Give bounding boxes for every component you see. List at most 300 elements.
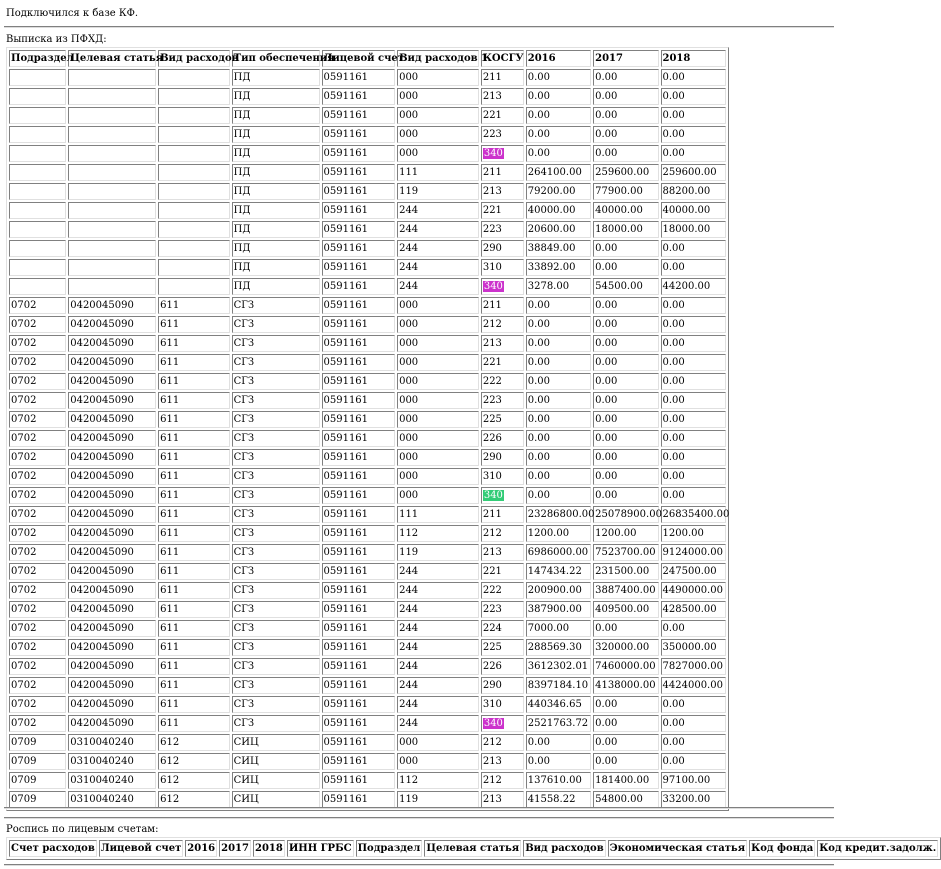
table-cell[interactable]: ПД xyxy=(232,145,320,162)
table-cell[interactable]: 000 xyxy=(397,145,479,162)
table-cell[interactable]: 0591161 xyxy=(322,696,396,713)
table-cell[interactable]: 0.00 xyxy=(593,145,658,162)
table-cell[interactable]: 211 xyxy=(481,69,524,86)
table-cell[interactable]: 1200.00 xyxy=(526,525,591,542)
table-cell[interactable]: 000 xyxy=(397,468,479,485)
table-cell[interactable]: 0.00 xyxy=(593,411,658,428)
table-cell[interactable]: 119 xyxy=(397,544,479,561)
table-cell[interactable]: СГЗ xyxy=(232,506,320,523)
table-cell[interactable]: 38849.00 xyxy=(526,240,591,257)
table-cell[interactable]: 1200.00 xyxy=(593,525,658,542)
table-cell[interactable]: 0.00 xyxy=(593,696,658,713)
table-cell[interactable]: СГЗ xyxy=(232,525,320,542)
table-cell[interactable]: 611 xyxy=(158,544,230,561)
table-row[interactable] xyxy=(9,753,726,770)
table-cell[interactable]: 290 xyxy=(481,240,524,257)
table-cell[interactable]: 213 xyxy=(481,753,524,770)
table-cell[interactable]: 0420045090 xyxy=(68,487,156,504)
table-cell[interactable] xyxy=(68,259,156,276)
table-cell[interactable]: 213 xyxy=(481,791,524,808)
table-cell[interactable] xyxy=(9,259,66,276)
table-cell[interactable]: 3887400.00 xyxy=(593,582,658,599)
table-cell[interactable]: 0591161 xyxy=(322,373,396,390)
table-cell[interactable]: 0.00 xyxy=(526,449,591,466)
table-cell[interactable] xyxy=(9,202,66,219)
table-row[interactable] xyxy=(9,715,726,732)
table-row[interactable] xyxy=(9,620,726,637)
table-cell[interactable]: 0420045090 xyxy=(68,411,156,428)
table-cell[interactable] xyxy=(68,240,156,257)
table-cell[interactable] xyxy=(158,126,230,143)
table-cell[interactable] xyxy=(158,164,230,181)
table-cell[interactable]: 0591161 xyxy=(322,582,396,599)
table-cell[interactable] xyxy=(9,107,66,124)
table-cell[interactable]: 222 xyxy=(481,582,524,599)
table-cell[interactable]: 0420045090 xyxy=(68,449,156,466)
table-cell[interactable]: 112 xyxy=(397,525,479,542)
table-cell[interactable]: 0702 xyxy=(9,601,66,618)
table-cell[interactable]: 244 xyxy=(397,677,479,694)
table-cell[interactable]: 244 xyxy=(397,202,479,219)
table-cell[interactable]: 290 xyxy=(481,677,524,694)
table-cell[interactable]: 0.00 xyxy=(661,715,726,732)
table-cell[interactable]: 244 xyxy=(397,563,479,580)
table-cell[interactable]: 0420045090 xyxy=(68,563,156,580)
table-cell[interactable]: 0591161 xyxy=(322,639,396,656)
table-cell[interactable]: 181400.00 xyxy=(593,772,658,789)
table-cell[interactable]: 223 xyxy=(481,601,524,618)
table-cell[interactable]: 0.00 xyxy=(593,430,658,447)
table-cell[interactable]: 0.00 xyxy=(593,392,658,409)
table-cell[interactable]: 119 xyxy=(397,791,479,808)
table-cell[interactable]: 000 xyxy=(397,753,479,770)
table-cell[interactable]: 0.00 xyxy=(661,449,726,466)
table-cell[interactable]: 0.00 xyxy=(526,373,591,390)
table-cell[interactable]: 222 xyxy=(481,373,524,390)
table-cell[interactable] xyxy=(68,278,156,295)
table-cell[interactable]: 0702 xyxy=(9,696,66,713)
table-cell[interactable]: СГЗ xyxy=(232,620,320,637)
table-cell[interactable]: 8397184.10 xyxy=(526,677,591,694)
table-cell[interactable]: 0.00 xyxy=(593,487,658,504)
table-cell[interactable]: 0591161 xyxy=(322,620,396,637)
table-cell[interactable]: 611 xyxy=(158,392,230,409)
table-row[interactable] xyxy=(9,525,726,542)
table-cell[interactable]: 0591161 xyxy=(322,487,396,504)
table-cell[interactable]: 0.00 xyxy=(593,449,658,466)
table-cell[interactable]: 0591161 xyxy=(322,544,396,561)
table-cell[interactable]: 40000.00 xyxy=(593,202,658,219)
table-cell[interactable]: 0591161 xyxy=(322,183,396,200)
table-cell[interactable]: 0591161 xyxy=(322,69,396,86)
table-cell[interactable]: 226 xyxy=(481,430,524,447)
table-cell[interactable] xyxy=(9,88,66,105)
table-cell[interactable]: 611 xyxy=(158,297,230,314)
table-cell[interactable]: 3612302.01 xyxy=(526,658,591,675)
table-cell[interactable]: 0591161 xyxy=(322,715,396,732)
table-cell[interactable]: 0.00 xyxy=(526,145,591,162)
table-cell[interactable]: 611 xyxy=(158,411,230,428)
table-cell[interactable]: 0310040240 xyxy=(68,772,156,789)
table-cell[interactable]: 244 xyxy=(397,639,479,656)
table-cell[interactable]: 33892.00 xyxy=(526,259,591,276)
table-row[interactable] xyxy=(9,373,726,390)
table-cell[interactable]: 221 xyxy=(481,354,524,371)
table-row[interactable] xyxy=(9,734,726,751)
table-row[interactable] xyxy=(9,183,726,200)
table-cell[interactable]: 0702 xyxy=(9,297,66,314)
table-cell[interactable]: 611 xyxy=(158,620,230,637)
table-cell[interactable]: СГЗ xyxy=(232,449,320,466)
table-cell[interactable]: 41558.22 xyxy=(526,791,591,808)
table-cell[interactable]: 0.00 xyxy=(593,126,658,143)
table-cell[interactable]: 000 xyxy=(397,392,479,409)
table-cell[interactable]: ПД xyxy=(232,126,320,143)
table-cell[interactable]: 612 xyxy=(158,772,230,789)
table-cell[interactable]: 0.00 xyxy=(593,259,658,276)
table-cell[interactable]: 0591161 xyxy=(322,221,396,238)
table-cell[interactable]: 44200.00 xyxy=(661,278,726,295)
table-cell[interactable]: 223 xyxy=(481,126,524,143)
table-cell[interactable]: 0702 xyxy=(9,506,66,523)
table-cell[interactable]: 259600.00 xyxy=(661,164,726,181)
table-cell[interactable]: 119 xyxy=(397,183,479,200)
table-cell[interactable]: 0420045090 xyxy=(68,696,156,713)
table-cell[interactable]: 1200.00 xyxy=(661,525,726,542)
table-cell[interactable]: 0.00 xyxy=(526,487,591,504)
table-cell[interactable]: 0420045090 xyxy=(68,677,156,694)
table-cell[interactable]: 244 xyxy=(397,620,479,637)
table-row[interactable] xyxy=(9,449,726,466)
table-cell[interactable]: 0.00 xyxy=(593,734,658,751)
table-cell[interactable]: 18000.00 xyxy=(593,221,658,238)
table-cell[interactable]: 4138000.00 xyxy=(593,677,658,694)
table-cell[interactable]: 611 xyxy=(158,449,230,466)
table-cell[interactable]: 7523700.00 xyxy=(593,544,658,561)
table-cell[interactable]: 0.00 xyxy=(661,487,726,504)
table-cell[interactable]: СГЗ xyxy=(232,639,320,656)
table-cell[interactable]: ПД xyxy=(232,202,320,219)
table-cell[interactable]: 244 xyxy=(397,696,479,713)
table-cell[interactable] xyxy=(158,107,230,124)
table-cell[interactable]: 0420045090 xyxy=(68,658,156,675)
table-cell[interactable]: 0591161 xyxy=(322,107,396,124)
table-cell[interactable]: СГЗ xyxy=(232,430,320,447)
table-cell[interactable]: 213 xyxy=(481,544,524,561)
table-cell[interactable]: 0.00 xyxy=(661,259,726,276)
table-cell[interactable]: ПД xyxy=(232,107,320,124)
table-cell[interactable]: 310 xyxy=(481,259,524,276)
table-cell[interactable]: 611 xyxy=(158,468,230,485)
table-row[interactable] xyxy=(9,297,726,314)
table-row[interactable] xyxy=(9,145,726,162)
table-cell[interactable]: 244 xyxy=(397,278,479,295)
table-cell[interactable]: 0.00 xyxy=(661,696,726,713)
table-cell[interactable]: СГЗ xyxy=(232,601,320,618)
table-cell[interactable]: 247500.00 xyxy=(661,563,726,580)
table-cell[interactable]: 97100.00 xyxy=(661,772,726,789)
table-cell[interactable]: 000 xyxy=(397,126,479,143)
table-cell[interactable]: 409500.00 xyxy=(593,601,658,618)
table-cell[interactable] xyxy=(158,202,230,219)
table-row[interactable] xyxy=(9,278,726,295)
table-cell[interactable]: 0420045090 xyxy=(68,392,156,409)
table-cell[interactable]: 611 xyxy=(158,601,230,618)
table-cell[interactable]: 0591161 xyxy=(322,259,396,276)
table-cell[interactable]: 0.00 xyxy=(593,620,658,637)
table-cell[interactable]: 611 xyxy=(158,639,230,656)
table-cell[interactable]: 611 xyxy=(158,582,230,599)
table-cell[interactable]: 0591161 xyxy=(322,525,396,542)
table-cell[interactable]: 0.00 xyxy=(661,753,726,770)
table-row[interactable] xyxy=(9,126,726,143)
table-cell[interactable]: 225 xyxy=(481,411,524,428)
table-cell[interactable]: 0420045090 xyxy=(68,354,156,371)
table-cell[interactable]: 0420045090 xyxy=(68,297,156,314)
table-cell[interactable] xyxy=(9,183,66,200)
table-row[interactable] xyxy=(9,487,726,504)
table-cell[interactable]: 88200.00 xyxy=(661,183,726,200)
table-cell[interactable]: 611 xyxy=(158,658,230,675)
table-cell[interactable]: ПД xyxy=(232,221,320,238)
table-row[interactable] xyxy=(9,430,726,447)
table-cell[interactable]: СИЦ xyxy=(232,791,320,808)
table-cell[interactable]: 0702 xyxy=(9,525,66,542)
table-cell[interactable] xyxy=(158,69,230,86)
table-cell[interactable]: 0420045090 xyxy=(68,715,156,732)
table-cell[interactable]: 0.00 xyxy=(526,753,591,770)
table-cell[interactable]: 0310040240 xyxy=(68,791,156,808)
table-cell[interactable]: 0702 xyxy=(9,430,66,447)
table-cell[interactable]: 0702 xyxy=(9,677,66,694)
table-cell[interactable]: 440346.65 xyxy=(526,696,591,713)
table-cell[interactable]: 40000.00 xyxy=(661,202,726,219)
table-cell[interactable]: 7000.00 xyxy=(526,620,591,637)
table-cell[interactable]: 611 xyxy=(158,487,230,504)
table-cell[interactable]: СГЗ xyxy=(232,392,320,409)
table-row[interactable] xyxy=(9,639,726,656)
table-cell[interactable]: 0.00 xyxy=(526,411,591,428)
table-cell[interactable]: 0591161 xyxy=(322,601,396,618)
table-cell[interactable]: СГЗ xyxy=(232,468,320,485)
table-row[interactable] xyxy=(9,316,726,333)
table-cell[interactable]: 7460000.00 xyxy=(593,658,658,675)
table-row[interactable] xyxy=(9,506,726,523)
table-cell[interactable]: 0591161 xyxy=(322,145,396,162)
table-row[interactable] xyxy=(9,354,726,371)
table-cell[interactable]: 0.00 xyxy=(526,392,591,409)
table-cell[interactable]: 611 xyxy=(158,525,230,542)
table-row[interactable] xyxy=(9,392,726,409)
table-cell[interactable]: 0702 xyxy=(9,563,66,580)
table-cell[interactable]: 0591161 xyxy=(322,563,396,580)
table-cell[interactable]: 0709 xyxy=(9,791,66,808)
table-row[interactable] xyxy=(9,221,726,238)
table-cell[interactable]: 0310040240 xyxy=(68,753,156,770)
table-cell[interactable] xyxy=(68,145,156,162)
table-cell[interactable]: 213 xyxy=(481,88,524,105)
table-cell[interactable]: 0420045090 xyxy=(68,335,156,352)
table-cell[interactable]: 0420045090 xyxy=(68,544,156,561)
table-cell[interactable]: 611 xyxy=(158,506,230,523)
table-cell[interactable]: 0.00 xyxy=(661,392,726,409)
table-cell[interactable]: 137610.00 xyxy=(526,772,591,789)
table-cell[interactable]: 0.00 xyxy=(593,69,658,86)
table-cell[interactable] xyxy=(481,487,524,504)
table-cell[interactable]: 18000.00 xyxy=(661,221,726,238)
table-cell[interactable]: 0.00 xyxy=(526,316,591,333)
table-cell[interactable]: 0420045090 xyxy=(68,620,156,637)
table-cell[interactable]: 0.00 xyxy=(526,88,591,105)
table-cell[interactable]: 612 xyxy=(158,791,230,808)
table-cell[interactable]: 0.00 xyxy=(526,468,591,485)
table-cell[interactable]: 244 xyxy=(397,601,479,618)
table-row[interactable] xyxy=(9,240,726,257)
table-cell[interactable]: 0420045090 xyxy=(68,525,156,542)
table-cell[interactable]: 0420045090 xyxy=(68,430,156,447)
table-cell[interactable]: 0591161 xyxy=(322,772,396,789)
table-cell[interactable]: 320000.00 xyxy=(593,639,658,656)
table-cell[interactable] xyxy=(68,88,156,105)
table-cell[interactable] xyxy=(68,183,156,200)
table-cell[interactable]: 0.00 xyxy=(661,316,726,333)
table-cell[interactable]: 111 xyxy=(397,164,479,181)
table-cell[interactable]: 226 xyxy=(481,658,524,675)
table-row[interactable] xyxy=(9,202,726,219)
table-cell[interactable]: 0.00 xyxy=(593,88,658,105)
table-cell[interactable]: 0591161 xyxy=(322,506,396,523)
table-cell[interactable]: 211 xyxy=(481,297,524,314)
table-cell[interactable]: 310 xyxy=(481,468,524,485)
table-cell[interactable]: 54800.00 xyxy=(593,791,658,808)
table-cell[interactable]: 200900.00 xyxy=(526,582,591,599)
table-cell[interactable]: 000 xyxy=(397,316,479,333)
table-cell[interactable]: 000 xyxy=(397,734,479,751)
table-cell[interactable]: 244 xyxy=(397,582,479,599)
table-cell[interactable]: СИЦ xyxy=(232,772,320,789)
table-cell[interactable]: 6986000.00 xyxy=(526,544,591,561)
table-cell[interactable]: 0420045090 xyxy=(68,373,156,390)
table-cell[interactable] xyxy=(158,221,230,238)
table-cell[interactable]: СГЗ xyxy=(232,582,320,599)
table-row[interactable] xyxy=(9,335,726,352)
table-row[interactable] xyxy=(9,772,726,789)
table-cell[interactable]: 223 xyxy=(481,221,524,238)
table-cell[interactable]: 33200.00 xyxy=(661,791,726,808)
table-cell[interactable] xyxy=(9,126,66,143)
table-cell[interactable]: 0709 xyxy=(9,772,66,789)
table-cell[interactable]: 290 xyxy=(481,449,524,466)
table-cell[interactable]: 000 xyxy=(397,411,479,428)
table-row[interactable] xyxy=(9,658,726,675)
table-cell[interactable]: 611 xyxy=(158,430,230,447)
table-cell[interactable] xyxy=(68,221,156,238)
table-cell[interactable]: 25078900.00 xyxy=(593,506,658,523)
table-cell[interactable]: 611 xyxy=(158,373,230,390)
table-cell[interactable]: 0702 xyxy=(9,639,66,656)
table-cell[interactable]: 0.00 xyxy=(526,335,591,352)
table-cell[interactable]: 0.00 xyxy=(661,240,726,257)
table-cell[interactable]: 0591161 xyxy=(322,278,396,295)
table-cell[interactable]: ПД xyxy=(232,278,320,295)
table-cell[interactable]: 0591161 xyxy=(322,449,396,466)
table-cell[interactable]: 0591161 xyxy=(322,753,396,770)
table-cell[interactable]: СГЗ xyxy=(232,715,320,732)
table-cell[interactable]: 0591161 xyxy=(322,240,396,257)
table-cell[interactable]: 0.00 xyxy=(526,126,591,143)
table-row[interactable] xyxy=(9,69,726,86)
table-cell[interactable]: 612 xyxy=(158,753,230,770)
table-cell[interactable]: 0420045090 xyxy=(68,639,156,656)
table-cell[interactable]: 0.00 xyxy=(593,468,658,485)
table-cell[interactable]: 0.00 xyxy=(593,354,658,371)
table-cell[interactable]: 221 xyxy=(481,202,524,219)
table-row[interactable] xyxy=(9,259,726,276)
table-cell[interactable]: 0.00 xyxy=(661,107,726,124)
table-cell[interactable] xyxy=(9,145,66,162)
table-cell[interactable] xyxy=(158,183,230,200)
table-cell[interactable]: 0591161 xyxy=(322,164,396,181)
table-cell[interactable] xyxy=(9,69,66,86)
table-cell[interactable]: 0591161 xyxy=(322,468,396,485)
table-cell[interactable]: ПД xyxy=(232,164,320,181)
table-cell[interactable]: 0591161 xyxy=(322,677,396,694)
table-cell[interactable] xyxy=(158,259,230,276)
table-cell[interactable]: 0591161 xyxy=(322,791,396,808)
table-cell[interactable]: 0420045090 xyxy=(68,582,156,599)
table-cell[interactable]: 244 xyxy=(397,715,479,732)
table-cell[interactable]: 4490000.00 xyxy=(661,582,726,599)
table-cell[interactable]: 3278.00 xyxy=(526,278,591,295)
table-cell[interactable]: 211 xyxy=(481,506,524,523)
table-cell[interactable]: 0.00 xyxy=(526,69,591,86)
table-cell[interactable] xyxy=(158,88,230,105)
table-cell[interactable]: 0709 xyxy=(9,734,66,751)
table-cell[interactable]: 0591161 xyxy=(322,658,396,675)
table-cell[interactable]: 0702 xyxy=(9,335,66,352)
table-cell[interactable]: 288569.30 xyxy=(526,639,591,656)
table-cell[interactable]: 0.00 xyxy=(526,297,591,314)
table-cell[interactable] xyxy=(481,278,524,295)
table-cell[interactable]: 0310040240 xyxy=(68,734,156,751)
table-cell[interactable]: 244 xyxy=(397,221,479,238)
table-cell[interactable]: СГЗ xyxy=(232,677,320,694)
table-cell[interactable]: 0591161 xyxy=(322,88,396,105)
table-cell[interactable]: СИЦ xyxy=(232,753,320,770)
table-cell[interactable]: 212 xyxy=(481,525,524,542)
table-row[interactable] xyxy=(9,544,726,561)
table-cell[interactable]: 0.00 xyxy=(526,354,591,371)
table-cell[interactable]: 000 xyxy=(397,88,479,105)
table-cell[interactable]: 213 xyxy=(481,335,524,352)
table-cell[interactable]: 0.00 xyxy=(593,316,658,333)
table-cell[interactable]: 0591161 xyxy=(322,202,396,219)
table-cell[interactable]: 0591161 xyxy=(322,734,396,751)
table-cell[interactable]: 0.00 xyxy=(661,620,726,637)
table-cell[interactable]: СГЗ xyxy=(232,544,320,561)
table-cell[interactable]: 0420045090 xyxy=(68,316,156,333)
table-cell[interactable]: 0702 xyxy=(9,468,66,485)
table-cell[interactable]: 244 xyxy=(397,240,479,257)
table-cell[interactable]: 000 xyxy=(397,487,479,504)
table-cell[interactable]: СГЗ xyxy=(232,316,320,333)
table-cell[interactable]: 0702 xyxy=(9,582,66,599)
table-cell[interactable]: 0.00 xyxy=(593,240,658,257)
table-cell[interactable]: 611 xyxy=(158,696,230,713)
table-cell[interactable]: 0.00 xyxy=(593,335,658,352)
table-cell[interactable]: 0.00 xyxy=(526,734,591,751)
table-cell[interactable]: 0.00 xyxy=(593,107,658,124)
